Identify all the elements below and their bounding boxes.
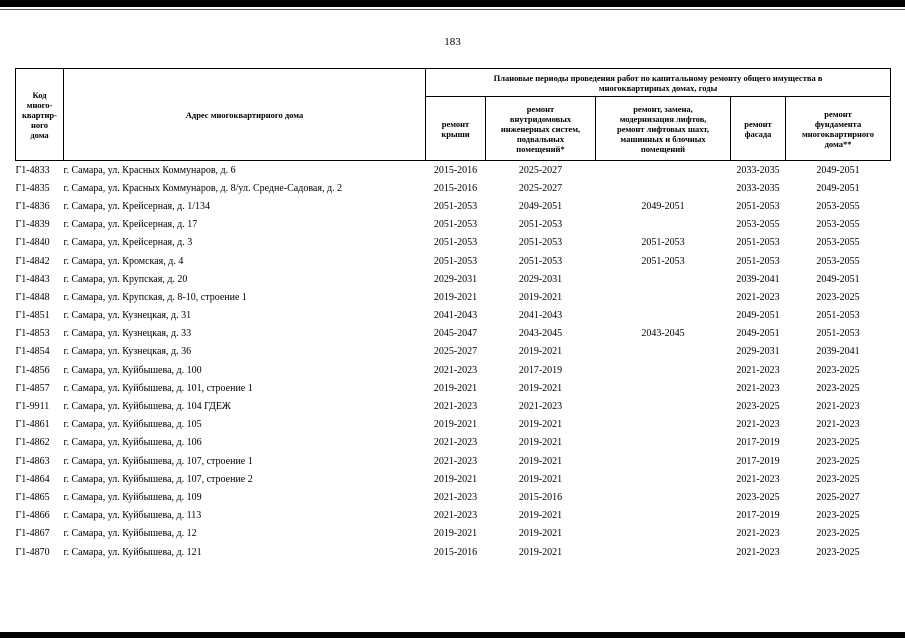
row-address: г. Самара, ул. Куйбышева, д. 105 [63, 419, 202, 431]
row-systems-period: 2049-2051 [518, 200, 563, 212]
row-roof-period: 2019-2021 [433, 419, 478, 431]
row-foundation-period: 2053-2055 [816, 255, 860, 267]
row-foundation-period: 2023-2025 [816, 510, 860, 522]
row-code: Г1-4864 [15, 473, 50, 485]
row-systems-period: 2017-2019 [518, 364, 563, 376]
header-roof-line: ремонт [441, 118, 470, 129]
row-systems-period: 2051-2053 [518, 255, 563, 267]
table-row [16, 161, 891, 180]
row-lifts-period: 2043-2045 [641, 328, 685, 340]
row-code: Г1-4853 [15, 328, 50, 340]
row-address: г. Самара, ул. Куйбышева, д. 104 ГДЕЖ [63, 401, 231, 413]
row-foundation-period: 2023-2025 [816, 546, 860, 558]
row-facade-period: 2039-2041 [736, 273, 780, 285]
row-facade-period: 2021-2023 [736, 291, 780, 303]
row-address: г. Самара, ул. Крейсерная, д. 3 [63, 237, 193, 249]
row-foundation-period: 2023-2025 [816, 455, 860, 467]
row-systems-period: 2019-2021 [518, 546, 563, 558]
row-systems-period: 2019-2021 [518, 382, 563, 394]
row-facade-period: 2021-2023 [736, 546, 780, 558]
row-code: Г1-4861 [15, 419, 50, 431]
row-foundation-period: 2051-2053 [816, 328, 860, 340]
row-roof-period: 2029-2031 [433, 273, 478, 285]
row-systems-period: 2019-2021 [518, 528, 563, 540]
row-code: Г1-4843 [15, 273, 50, 285]
row-foundation-period: 2023-2025 [816, 437, 860, 449]
row-roof-period: 2015-2016 [433, 164, 478, 176]
row-address: г. Самара, ул. Куйбышева, д. 109 [63, 491, 202, 503]
row-roof-period: 2041-2043 [433, 310, 478, 322]
table-row [16, 416, 891, 434]
row-roof-period: 2025-2027 [433, 346, 478, 358]
top-border-thin [0, 9, 905, 10]
row-address: г. Самара, ул. Куйбышева, д. 107, строение 1 [63, 455, 253, 467]
row-code: Г1-4870 [15, 546, 50, 558]
header-facade-line: фасада [744, 128, 772, 139]
row-lifts-period [596, 488, 731, 506]
row-roof-period: 2019-2021 [433, 291, 478, 303]
header-code-line: Код [32, 89, 47, 100]
header-foundation-line: дома** [824, 138, 852, 149]
row-foundation-period: 2023-2025 [816, 364, 860, 376]
row-systems-period: 2019-2021 [518, 473, 563, 485]
row-address: г. Самара, ул. Кромская, д. 4 [63, 255, 184, 267]
row-facade-period: 2033-2035 [736, 164, 780, 176]
row-lifts-period [596, 452, 731, 470]
row-lifts-period: 2051-2053 [641, 255, 685, 267]
table-body [16, 161, 891, 562]
row-address: г. Самара, ул. Куйбышева, д. 100 [63, 364, 202, 376]
row-systems-period: 2019-2021 [518, 419, 563, 431]
row-roof-period: 2051-2053 [433, 219, 478, 231]
table-row [16, 216, 891, 234]
row-code: Г1-4848 [15, 291, 50, 303]
row-lifts-period [596, 470, 731, 488]
table-row [16, 343, 891, 361]
capital-repair-schedule-table [15, 68, 891, 561]
row-lifts-period [596, 179, 731, 197]
row-systems-period: 2043-2045 [518, 328, 563, 340]
row-address: г. Самара, ул. Крупская, д. 8-10, строение 1 [63, 291, 247, 303]
row-code: Г1-4835 [15, 182, 50, 194]
table-row [16, 452, 891, 470]
row-foundation-period: 2053-2055 [816, 219, 860, 231]
row-address: г. Самара, ул. Куйбышева, д. 107, строение 2 [63, 473, 253, 485]
row-lifts-period [596, 397, 731, 415]
row-code: Г1-4839 [15, 219, 50, 231]
row-code: Г1-4863 [15, 455, 50, 467]
row-foundation-period: 2021-2023 [816, 419, 860, 431]
row-systems-period: 2019-2021 [518, 510, 563, 522]
row-lifts-period [596, 379, 731, 397]
table-row [16, 288, 891, 306]
row-code: Г1-4866 [15, 510, 50, 522]
row-address: г. Самара, ул. Куйбышева, д. 12 [63, 528, 197, 540]
header-code-line: много- [26, 99, 53, 110]
row-facade-period: 2029-2031 [736, 346, 780, 358]
header-lifts-line: ремонт лифтовых шахт, [616, 123, 709, 134]
row-systems-period: 2015-2016 [518, 491, 563, 503]
row-roof-period: 2021-2023 [433, 510, 478, 522]
row-code: Г1-4851 [15, 310, 50, 322]
row-address: г. Самара, ул. Крейсерная, д. 1/134 [63, 200, 210, 212]
row-code: Г1-4857 [15, 382, 50, 394]
row-systems-period: 2019-2021 [518, 437, 563, 449]
table-row [16, 361, 891, 379]
row-lifts-period: 2051-2053 [641, 237, 685, 249]
row-systems-period: 2041-2043 [518, 310, 563, 322]
header-code-line: ного [30, 119, 49, 130]
row-roof-period: 2015-2016 [433, 546, 478, 558]
row-foundation-period: 2021-2023 [816, 401, 860, 413]
table-row [16, 379, 891, 397]
row-lifts-period [596, 434, 731, 452]
row-roof-period: 2051-2053 [433, 237, 478, 249]
header-lifts-line: модернизация лифтов, [619, 113, 707, 124]
row-facade-period: 2017-2019 [736, 510, 780, 522]
bottom-border [0, 632, 905, 638]
row-foundation-period: 2023-2025 [816, 473, 860, 485]
header-code [16, 69, 64, 161]
row-code: Г1-4862 [15, 437, 50, 449]
row-facade-period: 2033-2035 [736, 182, 780, 194]
row-roof-period: 2051-2053 [433, 255, 478, 267]
row-roof-period: 2021-2023 [433, 491, 478, 503]
table-row [16, 470, 891, 488]
header-facade [731, 97, 786, 161]
row-address: г. Самара, ул. Кузнецкая, д. 31 [63, 310, 192, 322]
row-code: Г1-4856 [15, 364, 50, 376]
table-row [16, 270, 891, 288]
row-systems-period: 2051-2053 [518, 219, 563, 231]
row-facade-period: 2021-2023 [736, 419, 780, 431]
row-lifts-period [596, 543, 731, 561]
table-row [16, 179, 891, 197]
row-code: Г1-4867 [15, 528, 50, 540]
row-address: г. Самара, ул. Куйбышева, д. 101, строение 1 [63, 382, 253, 394]
row-foundation-period: 2023-2025 [816, 528, 860, 540]
row-roof-period: 2021-2023 [433, 364, 478, 376]
header-planned-periods [426, 69, 891, 97]
header-code-line: дома [30, 129, 49, 140]
table-row [16, 234, 891, 252]
row-lifts-period [596, 343, 731, 361]
header-code-line: квартир- [22, 109, 57, 120]
row-systems-period: 2019-2021 [518, 346, 563, 358]
table-row [16, 397, 891, 415]
row-systems-period: 2051-2053 [518, 237, 563, 249]
row-address: г. Самара, ул. Крупская, д. 20 [63, 273, 188, 285]
row-facade-period: 2051-2053 [736, 237, 780, 249]
row-facade-period: 2021-2023 [736, 528, 780, 540]
header-systems-line: ремонт [526, 103, 555, 114]
row-lifts-period [596, 507, 731, 525]
header-foundation-line: ремонт [824, 108, 852, 119]
row-roof-period: 2021-2023 [433, 437, 478, 449]
table-row [16, 507, 891, 525]
table-row [16, 252, 891, 270]
row-facade-period: 2051-2053 [736, 200, 780, 212]
row-roof-period: 2021-2023 [433, 455, 478, 467]
row-roof-period: 2019-2021 [433, 473, 478, 485]
row-address: г. Самара, ул. Куйбышева, д. 113 [63, 510, 202, 522]
row-foundation-period: 2025-2027 [816, 491, 860, 503]
row-roof-period: 2021-2023 [433, 401, 478, 413]
row-roof-period: 2051-2053 [433, 200, 478, 212]
row-facade-period: 2023-2025 [736, 401, 780, 413]
row-lifts-period [596, 307, 731, 325]
table-row [16, 488, 891, 506]
row-lifts-period [596, 270, 731, 288]
row-facade-period: 2051-2053 [736, 255, 780, 267]
table-row [16, 325, 891, 343]
row-foundation-period: 2039-2041 [816, 346, 860, 358]
row-address: г. Самара, ул. Кузнецкая, д. 33 [63, 328, 192, 340]
row-address: г. Самара, ул. Красных Коммунаров, д. 8/ул. Средне-Садовая, д. 2 [63, 182, 343, 194]
row-code: Г1-9911 [15, 401, 50, 413]
row-lifts-period [596, 416, 731, 434]
row-facade-period: 2049-2051 [736, 328, 780, 340]
row-address: г. Самара, ул. Красных Коммунаров, д. 6 [63, 164, 236, 176]
row-foundation-period: 2023-2025 [816, 382, 860, 394]
header-foundation-line: многоквартирного [802, 128, 875, 139]
row-facade-period: 2021-2023 [736, 382, 780, 394]
table-row [16, 434, 891, 452]
row-foundation-period: 2053-2055 [816, 200, 860, 212]
row-roof-period: 2019-2021 [433, 528, 478, 540]
header-lifts-line: ремонт, замена, [633, 103, 693, 114]
row-systems-period: 2025-2027 [518, 164, 563, 176]
row-systems-period: 2019-2021 [518, 455, 563, 467]
row-address: г. Самара, ул. Крейсерная, д. 17 [63, 219, 198, 231]
header-roof-line: крыши [441, 128, 470, 139]
top-border [0, 0, 905, 7]
row-foundation-period: 2053-2055 [816, 237, 860, 249]
row-code: Г1-4865 [15, 491, 50, 503]
row-facade-period: 2049-2051 [736, 310, 780, 322]
row-roof-period: 2015-2016 [433, 182, 478, 194]
row-lifts-period [596, 525, 731, 543]
row-foundation-period: 2049-2051 [816, 164, 860, 176]
row-code: Г1-4836 [15, 200, 50, 212]
row-systems-period: 2021-2023 [518, 401, 563, 413]
row-lifts-period [596, 161, 731, 180]
row-address: г. Самара, ул. Кузнецкая, д. 36 [63, 346, 192, 358]
row-foundation-period: 2049-2051 [816, 182, 860, 194]
header-address: Адрес многоквартирного дома [64, 69, 426, 161]
row-lifts-period [596, 216, 731, 234]
row-address: г. Самара, ул. Куйбышева, д. 121 [63, 546, 202, 558]
header-systems-line: внутридомовых [509, 113, 572, 124]
table-row [16, 197, 891, 215]
row-address: г. Самара, ул. Куйбышева, д. 106 [63, 437, 202, 449]
header-roof [426, 97, 486, 161]
row-systems-period: 2025-2027 [518, 182, 563, 194]
header-lifts [596, 97, 731, 161]
header-lifts-line: машинных и блочных [620, 133, 706, 144]
row-facade-period: 2017-2019 [736, 455, 780, 467]
header-foundation-line: фундамента [814, 118, 862, 129]
header-foundation [786, 97, 891, 161]
row-facade-period: 2053-2055 [736, 219, 780, 231]
header-facade-line: ремонт [744, 118, 772, 129]
table-header [16, 69, 891, 161]
table-row [16, 543, 891, 561]
row-facade-period: 2023-2025 [736, 491, 780, 503]
table-row [16, 307, 891, 325]
header-systems [486, 97, 596, 161]
row-lifts-period: 2049-2051 [641, 200, 685, 212]
row-systems-period: 2019-2021 [518, 291, 563, 303]
row-facade-period: 2017-2019 [736, 437, 780, 449]
row-code: Г1-4840 [15, 237, 50, 249]
header-systems-line: помещений* [516, 143, 565, 154]
row-roof-period: 2019-2021 [433, 382, 478, 394]
header-systems-line: инженерных систем, [500, 123, 581, 134]
row-lifts-period [596, 361, 731, 379]
header-systems-line: подвальных [516, 133, 565, 144]
row-code: Г1-4842 [15, 255, 50, 267]
page-number: 183 [444, 36, 461, 48]
header-group-line: Плановые периоды проведения работ по капитальному ремонту общего имущества в [493, 72, 823, 83]
header-lifts-line: помещений [640, 143, 686, 154]
row-roof-period: 2045-2047 [433, 328, 478, 340]
row-systems-period: 2029-2031 [518, 273, 563, 285]
row-facade-period: 2021-2023 [736, 364, 780, 376]
row-foundation-period: 2049-2051 [816, 273, 860, 285]
row-foundation-period: 2051-2053 [816, 310, 860, 322]
row-foundation-period: 2023-2025 [816, 291, 860, 303]
row-code: Г1-4833 [15, 164, 50, 176]
row-lifts-period [596, 288, 731, 306]
table-row [16, 525, 891, 543]
row-code: Г1-4854 [15, 346, 50, 358]
header-group-line: многоквартирных домах, годы [598, 82, 718, 93]
row-facade-period: 2021-2023 [736, 473, 780, 485]
